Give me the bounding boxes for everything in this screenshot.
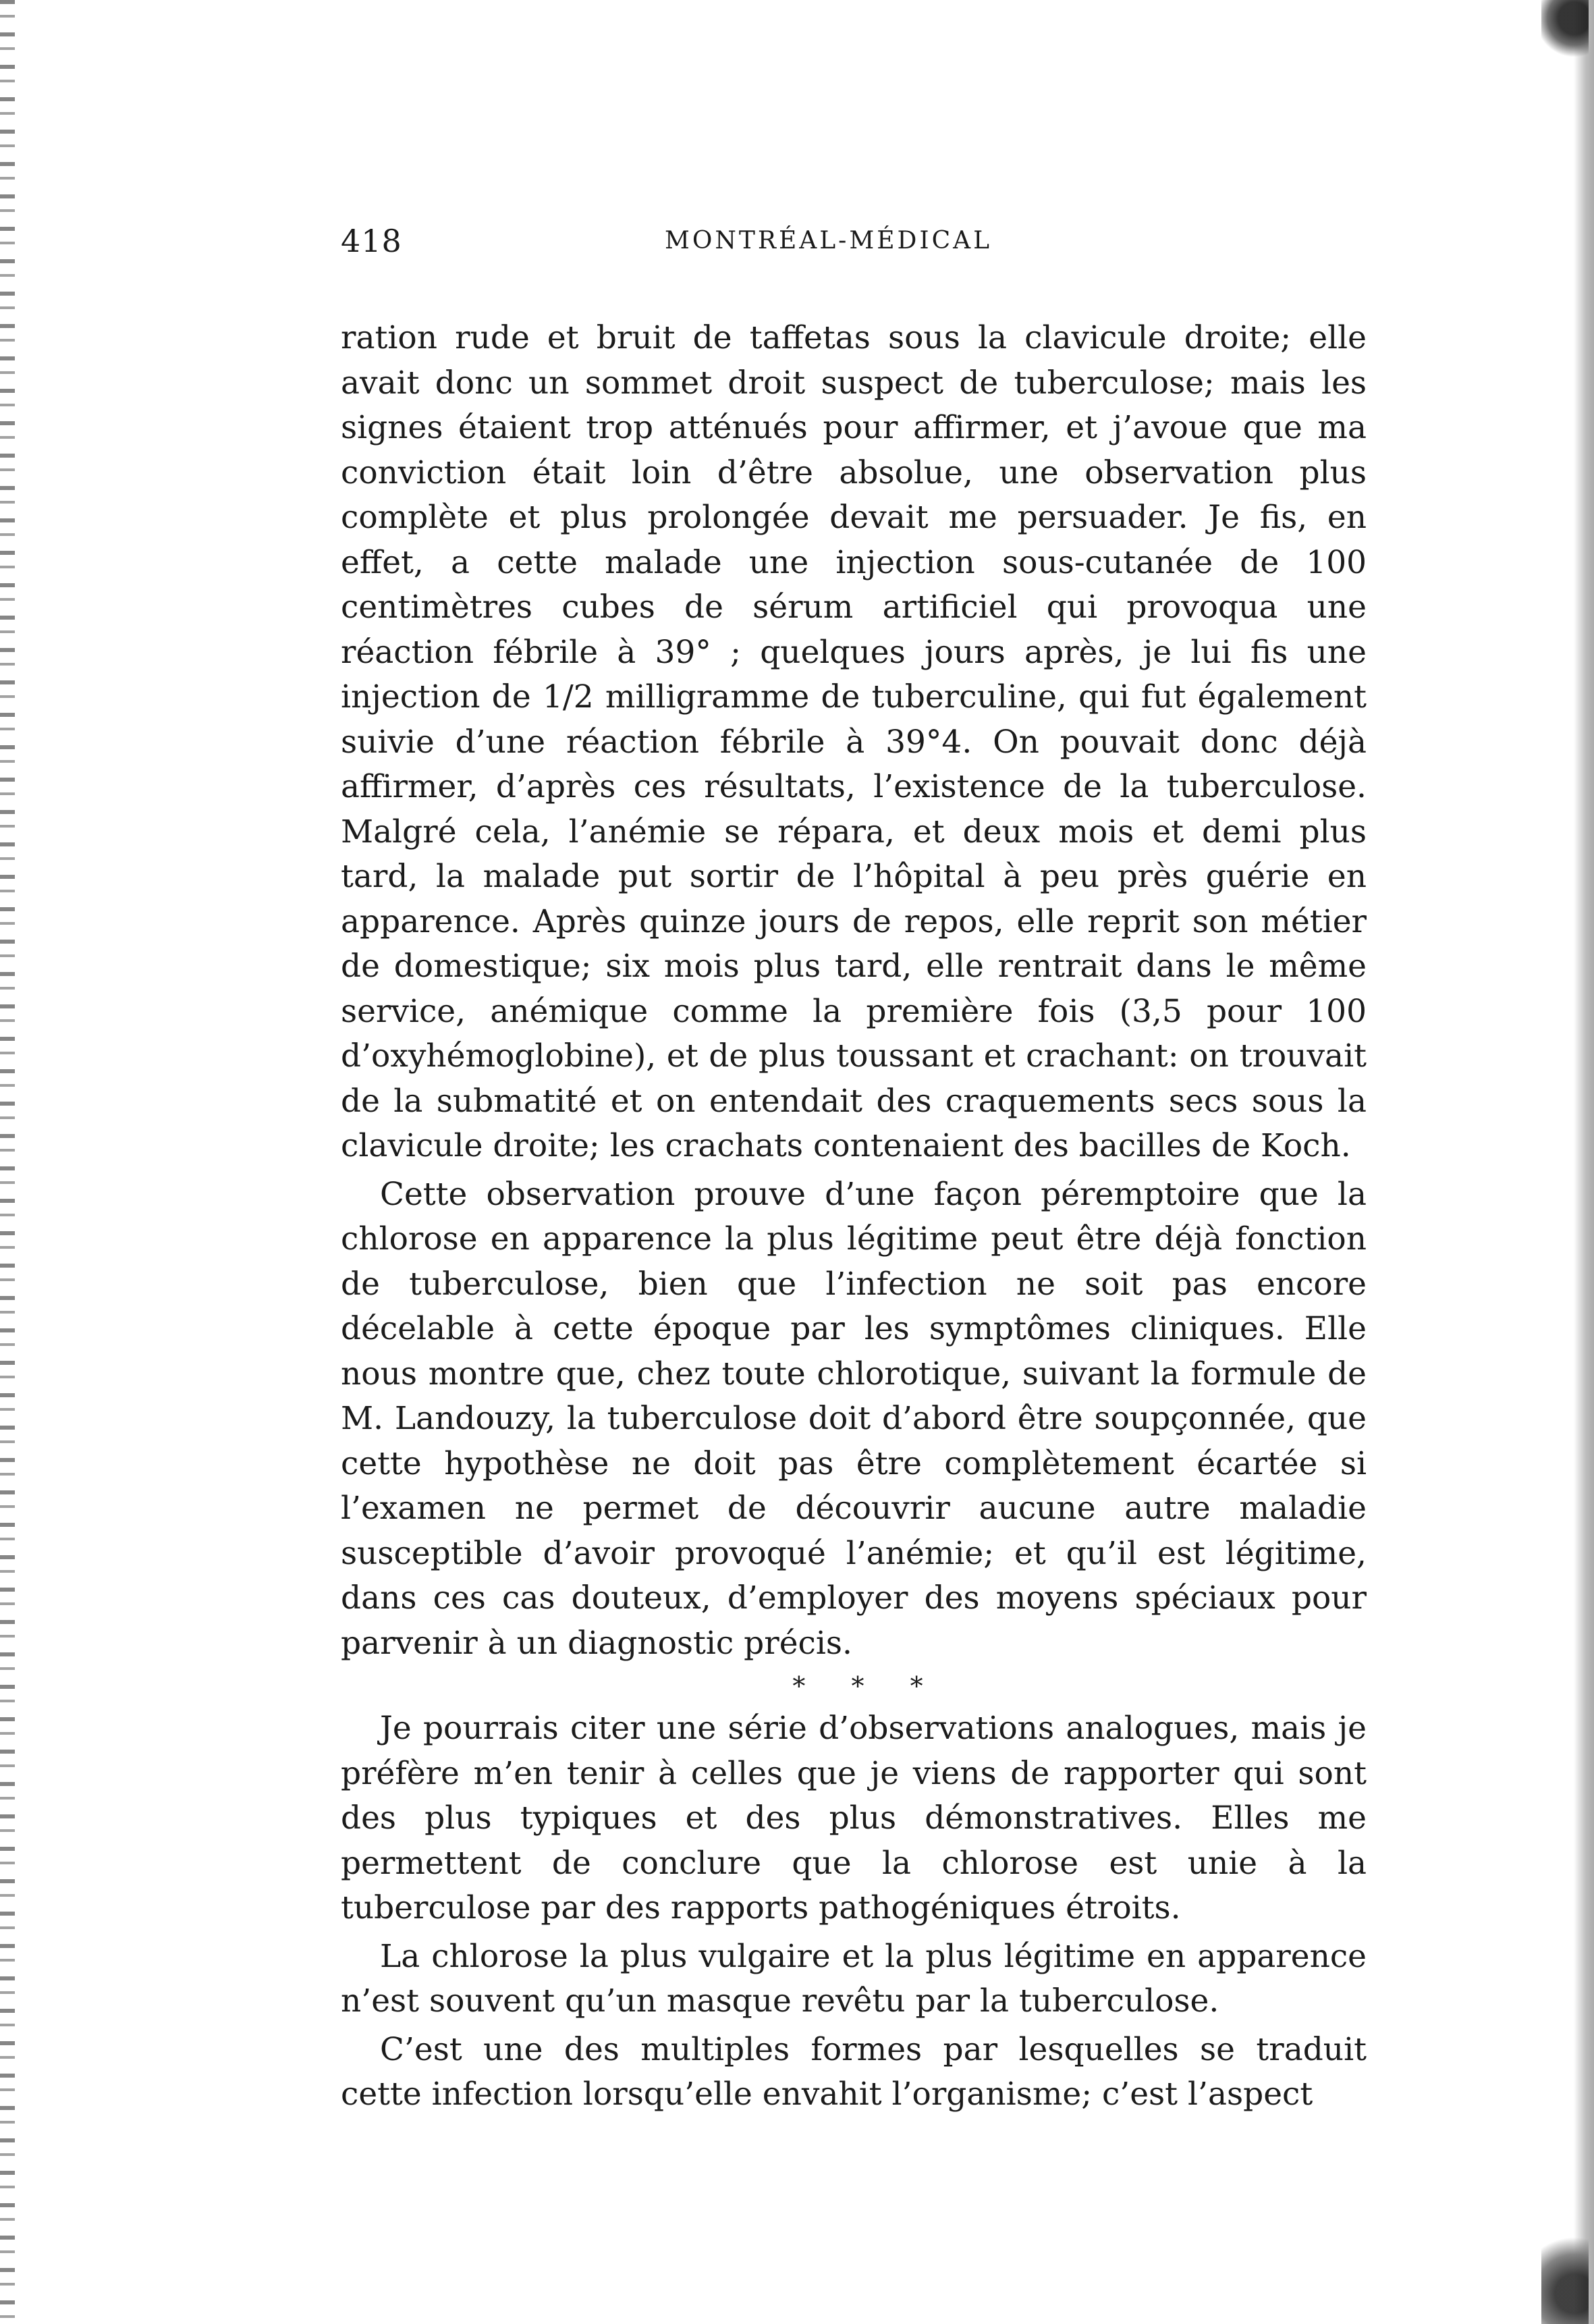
page-header bbox=[341, 223, 1367, 277]
scan-corner-mark-top bbox=[1541, 0, 1589, 61]
paragraph: Je pourrais citer une série d’observations analogues, mais je préfère m’en tenir à celles que je viens de rapporter qui sont des plus typiques et des plus démonstratives. Elles me permettent de conclure que la chlorose est unie à la tuberculose par des rapports pathogéniques étroits. bbox=[341, 1710, 1367, 1926]
body-text bbox=[341, 316, 1367, 2117]
section-separator: * * * bbox=[792, 1671, 942, 1701]
paragraph: C’est une des multiples formes par lesquelles se traduit cette infection lorsqu’elle envahit l’organisme; c’est l’aspect bbox=[341, 2030, 1367, 2113]
scan-edge-right bbox=[1574, 0, 1594, 2324]
scan-edge-left bbox=[0, 0, 15, 2324]
paragraph-continued: ration rude et bruit de taffetas sous la clavicule droite; elle avait donc un sommet droit suspect de tuberculose; mais les signes étaient trop atténués pour affirmer, et j’avoue que ma conviction était loin d’être absolue, une observation plus complète et plus prolongée devait me persuader. Je fis, en effet, a cette malade une injection sous-cutanée de 100 centimètres cubes de sérum artificiel qui provoqua une réaction fébrile à 39° ; quelques jours après, je lui fis une injection de 1/2 milligramme de tuberculine, qui fut également suivie d’une réaction fébrile à 39°4. On pouvait donc déjà affirmer, d’après ces résultats, l’existence de la tuberculose. Malgré cela, l’anémie se répara, et deux mois et demi plus tard, la malade put sortir de l’hôpital à peu près guérie en apparence. Après quinze jours de repos, elle reprit son métier de domestique; six mois plus tard, elle rentrait dans le même service, anémique comme la première fois (3,5 pour 100 d’oxyhémoglobine), et de plus toussant et crachant: on trouvait de la submatité et on entendait des craquements secs sous la clavicule droite; les crachats contenaient des bacilles de Koch. bbox=[341, 319, 1367, 1164]
paragraph: Cette observation prouve d’une façon péremptoire que la chlorose en apparence la plus légitime peut être déjà fonction de tuberculose, bien que l’infection ne soit pas encore décelable à cette époque par les symptômes cliniques. Elle nous montre que, chez toute chlorotique, suivant la formule de M. Landouzy, la tuberculose doit d’abord être soupçonnée, que cette hypothèse ne doit pas être complètement écartée si l’examen ne permet de découvrir aucune autre maladie susceptible d’avoir provoqué l’anémie; et qu’il est légitime, dans ces cas douteux, d’employer des moyens spéciaux pour parvenir à un diagnostic précis. bbox=[341, 1175, 1367, 1662]
page-number: 418 bbox=[341, 223, 402, 259]
running-title: MONTRÉAL-MÉDICAL bbox=[665, 227, 993, 254]
paragraph: La chlorose la plus vulgaire et la plus légitime en apparence n’est souvent qu’un masque revêtu par la tuberculose. bbox=[341, 1937, 1367, 2020]
scan-corner-mark-bottom bbox=[1541, 2223, 1589, 2324]
